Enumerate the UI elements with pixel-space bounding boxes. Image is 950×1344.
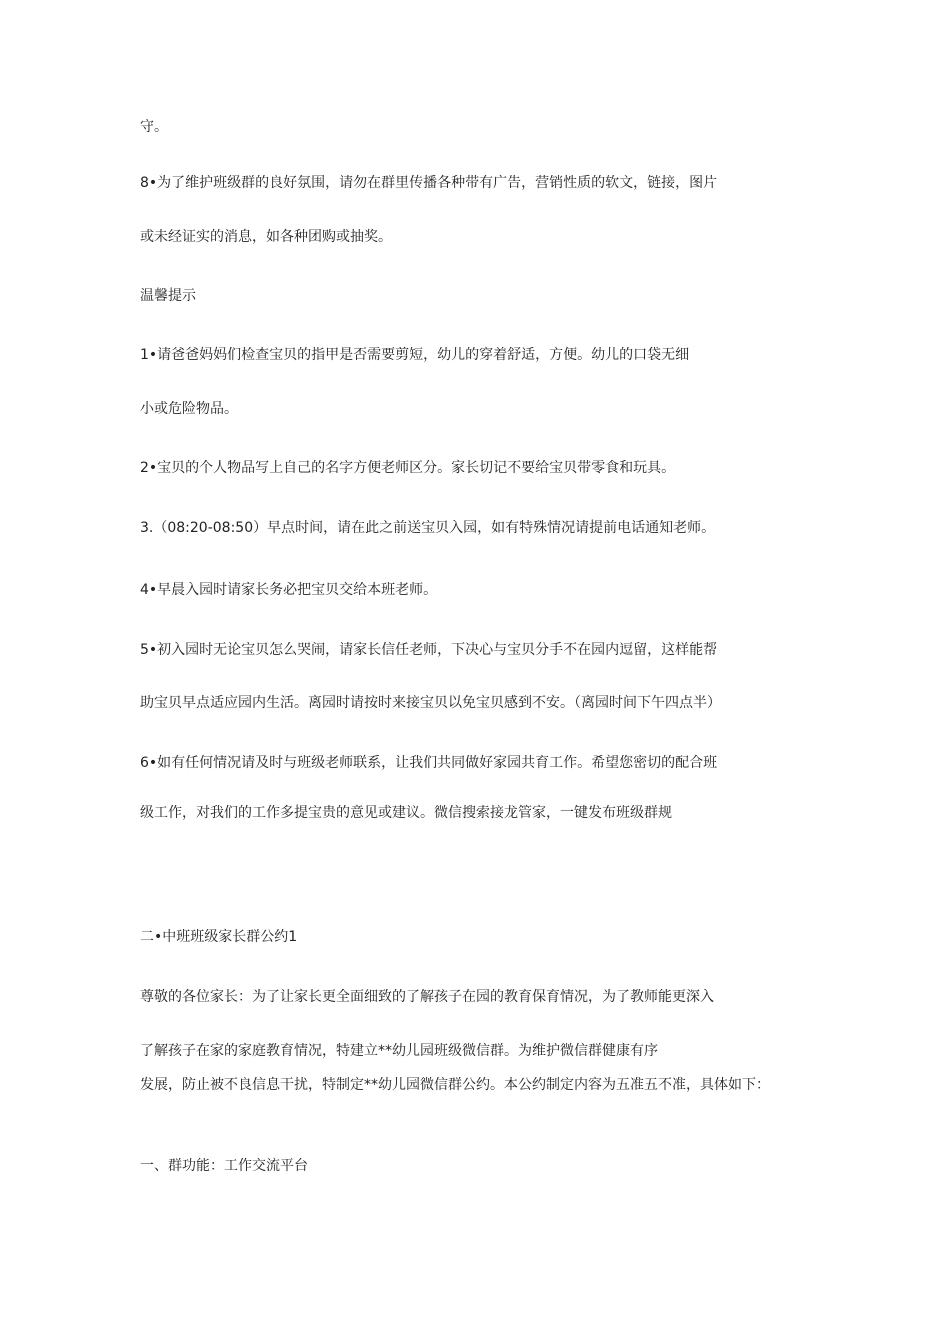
- section-heading: 二•中班班级家长群公约1: [140, 929, 298, 945]
- text-line: 1•请爸爸妈妈们检查宝贝的指甲是否需要剪短，幼儿的穿着舒适，方便。幼儿的口袋无细: [140, 347, 690, 363]
- text-line: 2•宝贝的个人物品写上自己的名字方便老师区分。家长切记不要给宝贝带零食和玩具。: [140, 460, 676, 476]
- text-line: 了解孩子在家的家庭教育情况，特建立**幼儿园班级微信群。为维护微信群健康有序: [140, 1043, 658, 1059]
- text-line: 3.（08:20-08:50）早点时间，请在此之前送宝贝入园，如有特殊情况请提前电话通知老师。: [140, 520, 716, 536]
- text-line: 守。: [140, 119, 168, 135]
- text-paragraph: 发展，防止被不良信息干扰，特制定**幼儿园微信群公约。本公约制定内容为五准五不准，具体如下：: [140, 1077, 770, 1093]
- section-heading: 温馨提示: [140, 288, 196, 304]
- text-line: 助宝贝早点适应园内生活。离园时请按时来接宝贝以免宝贝感到不安。（离园时间下午四点半）: [140, 695, 721, 711]
- text-line: 级工作，对我们的工作多提宝贵的意见或建议。微信搜索接龙管家，一键发布班级群规: [140, 805, 672, 821]
- text-line: 5•初入园时无论宝贝怎么哭闹，请家长信任老师，下决心与宝贝分手不在园内逗留，这样能帮: [140, 642, 718, 658]
- text-line: 尊敬的各位家长：为了让家长更全面细致的了解孩子在园的教育保育情况，为了教师能更深入: [140, 989, 714, 1005]
- text-line: 6•如有任何情况请及时与班级老师联系，让我们共同做好家园共育工作。希望您密切的配合班: [140, 755, 718, 771]
- text-line: 或未经证实的消息，如各种团购或抽奖。: [140, 229, 392, 245]
- text-line: 8•为了维护班级群的良好氛围，请勿在群里传播各种带有广告，营销性质的软文，链接，图片: [140, 175, 718, 191]
- text-line: 4•早晨入园时请家长务必把宝贝交给本班老师。: [140, 582, 438, 598]
- section-heading: 一、群功能：工作交流平台: [140, 1158, 308, 1174]
- text-line: 小或危险物品。: [140, 401, 238, 417]
